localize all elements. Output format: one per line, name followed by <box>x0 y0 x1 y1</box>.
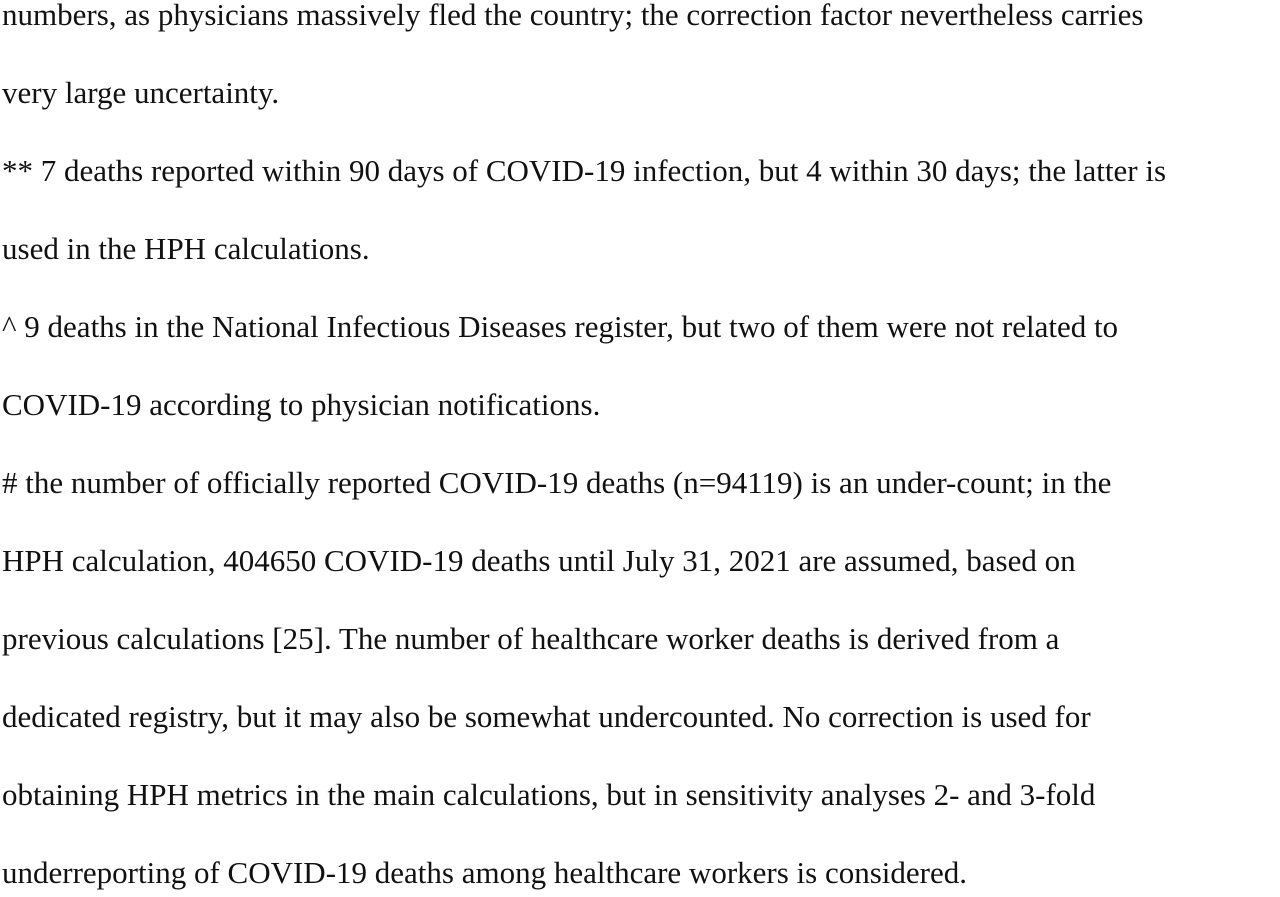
footnote-double-asterisk: ** 7 deaths reported within 90 days of COVID-19 infection, but 4 within 30 days; the latter is <box>2 153 1167 188</box>
footnote-hash: # the number of officially reported COVID-19 deaths (n=94119) is an under-count; in the <box>2 465 1112 500</box>
footnote-line: obtaining HPH metrics in the main calculations, but in sensitivity analyses 2- and 3-fold <box>2 777 1096 812</box>
footnote-line: numbers, as physicians massively fled the country; the correction factor nevertheless carries <box>2 0 1144 32</box>
footnote-line: underreporting of COVID-19 deaths among healthcare workers is considered. <box>2 855 967 890</box>
footnote-line: used in the HPH calculations. <box>2 231 370 266</box>
footnote-line: COVID-19 according to physician notifications. <box>2 387 601 422</box>
footnote-line: very large uncertainty. <box>2 75 280 110</box>
footnote-line: HPH calculation, 404650 COVID-19 deaths until July 31, 2021 are assumed, based on <box>2 543 1076 578</box>
footnote-line: previous calculations [25]. The number of healthcare worker deaths is derived from a <box>2 621 1060 656</box>
footnote-line: dedicated registry, but it may also be somewhat undercounted. No correction is used for <box>2 699 1091 734</box>
footnote-caret: ^ 9 deaths in the National Infectious Diseases register, but two of them were not related to <box>2 309 1119 344</box>
